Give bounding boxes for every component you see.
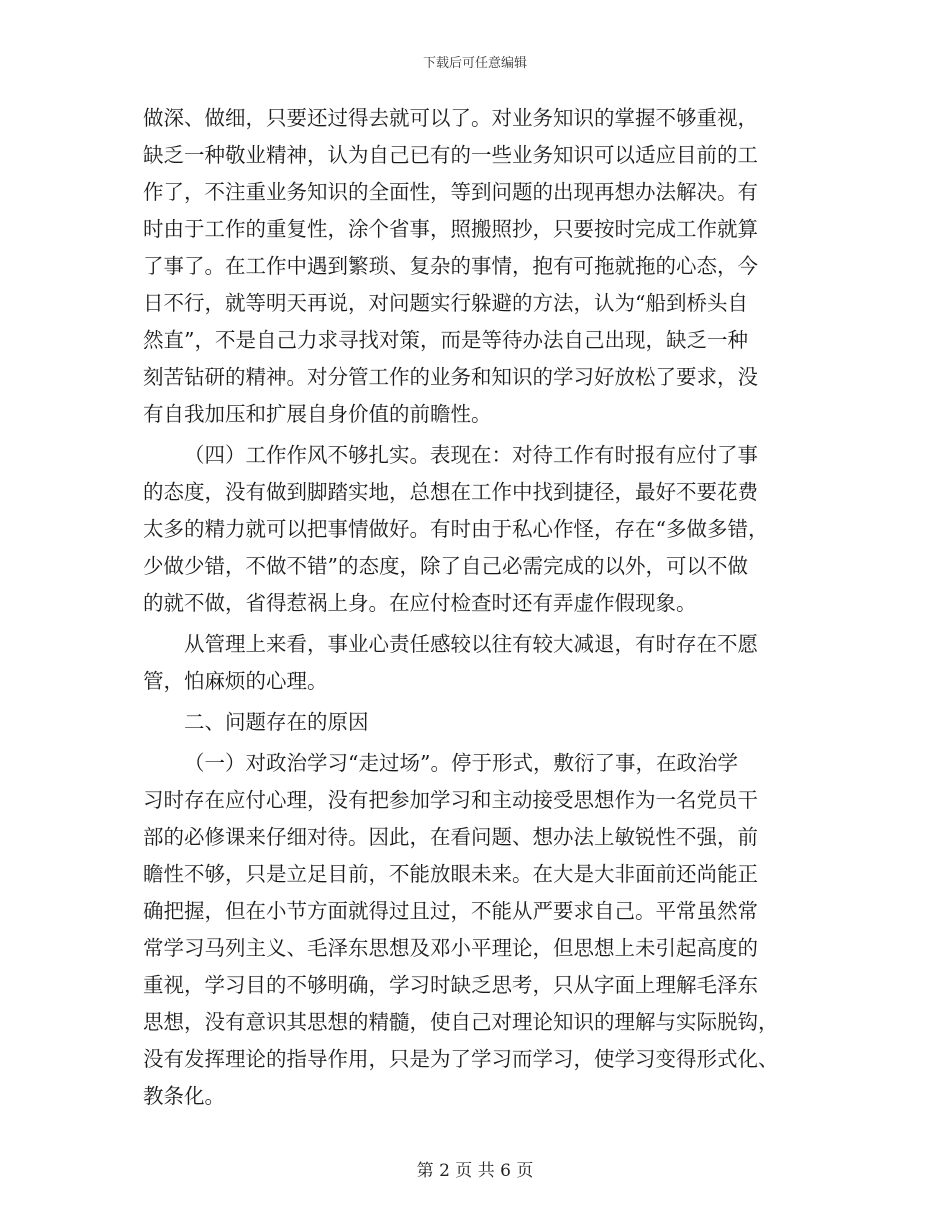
- text-line: 教条化。: [143, 1084, 225, 1108]
- text-line: 思想，没有意识其思想的精髓，使自己对理论知识的理解与实际脱钩，: [143, 1010, 779, 1034]
- text-line: 作了，不注重业务知识的全面性，等到问题的出现再想办法解决。有: [143, 180, 758, 204]
- text-line: 确把握，但在小节方面就得过且过，不能从严要求自己。平常虽然常: [143, 899, 758, 923]
- paragraph-start-line: （一）对政治学习“走过场”。停于形式，敷衍了事，在政治学: [184, 751, 738, 775]
- document-body: [143, 100, 808, 1115]
- text-line: 了事了。在工作中遇到繁琐、复杂的事情，抱有可拖就拖的心态，今: [143, 254, 758, 278]
- text-line: 少做少错，不做不错”的态度，除了自己必需完成的以外，可以不做: [143, 554, 748, 578]
- text-line: 的就不做，省得惹祸上身。在应付检查时还有弄虚作假现象。: [143, 591, 697, 615]
- text-line: 有自我加压和扩展自身价值的前瞻性。: [143, 402, 492, 426]
- page-footer: 第 2 页 共 6 页: [416, 1161, 534, 1181]
- text-line: 日不行，就等明天再说，对问题实行躲避的方法，认为“船到桥头自: [143, 291, 748, 315]
- paragraph-start-line: 从管理上来看，事业心责任感较以往有较大减退，有时存在不愿: [184, 632, 758, 656]
- text-line: 常学习马列主义、毛泽东思想及邓小平理论，但思想上未引起高度的: [143, 936, 758, 960]
- paragraph-start-line: （四）工作作风不够扎实。表现在：对待工作有时报有应付了事: [184, 443, 758, 467]
- text-line: 瞻性不够，只是立足目前，不能放眼未来。在大是大非面前还尚能正: [143, 862, 758, 886]
- text-line: 然直”，不是自己力求寻找对策，而是等待办法自己出现，缺乏一种: [143, 328, 748, 352]
- text-line: 重视，学习目的不够明确，学习时缺乏思考，只从字面上理解毛泽东: [143, 973, 758, 997]
- text-line: 习时存在应付心理，没有把参加学习和主动接受思想作为一名党员干: [143, 788, 758, 812]
- text-line: 缺乏一种敬业精神，认为自己已有的一些业务知识可以适应目前的工: [143, 143, 758, 167]
- text-line: 时由于工作的重复性，涂个省事，照搬照抄，只要按时完成工作就算: [143, 217, 758, 241]
- text-line: 部的必修课来仔细对待。因此，在看问题、想办法上敏锐性不强，前: [143, 825, 758, 849]
- text-line: 的态度，没有做到脚踏实地，总想在工作中找到捷径，最好不要花费: [143, 480, 758, 504]
- text-line: 太多的精力就可以把事情做好。有时由于私心作怪，存在“多做多错，: [143, 517, 769, 541]
- text-line: 刻苦钻研的精神。对分管工作的业务和知识的学习好放松了要求，没: [143, 365, 758, 389]
- text-line: 没有发挥理论的指导作用，只是为了学习而学习，使学习变得形式化、: [143, 1047, 779, 1071]
- page-header: 下载后可任意编辑: [422, 56, 527, 71]
- section-heading: 二、问题存在的原因: [184, 710, 369, 734]
- text-line: 管，怕麻烦的心理。: [143, 669, 328, 693]
- text-line: 做深、做细，只要还过得去就可以了。对业务知识的掌握不够重视，: [143, 106, 758, 130]
